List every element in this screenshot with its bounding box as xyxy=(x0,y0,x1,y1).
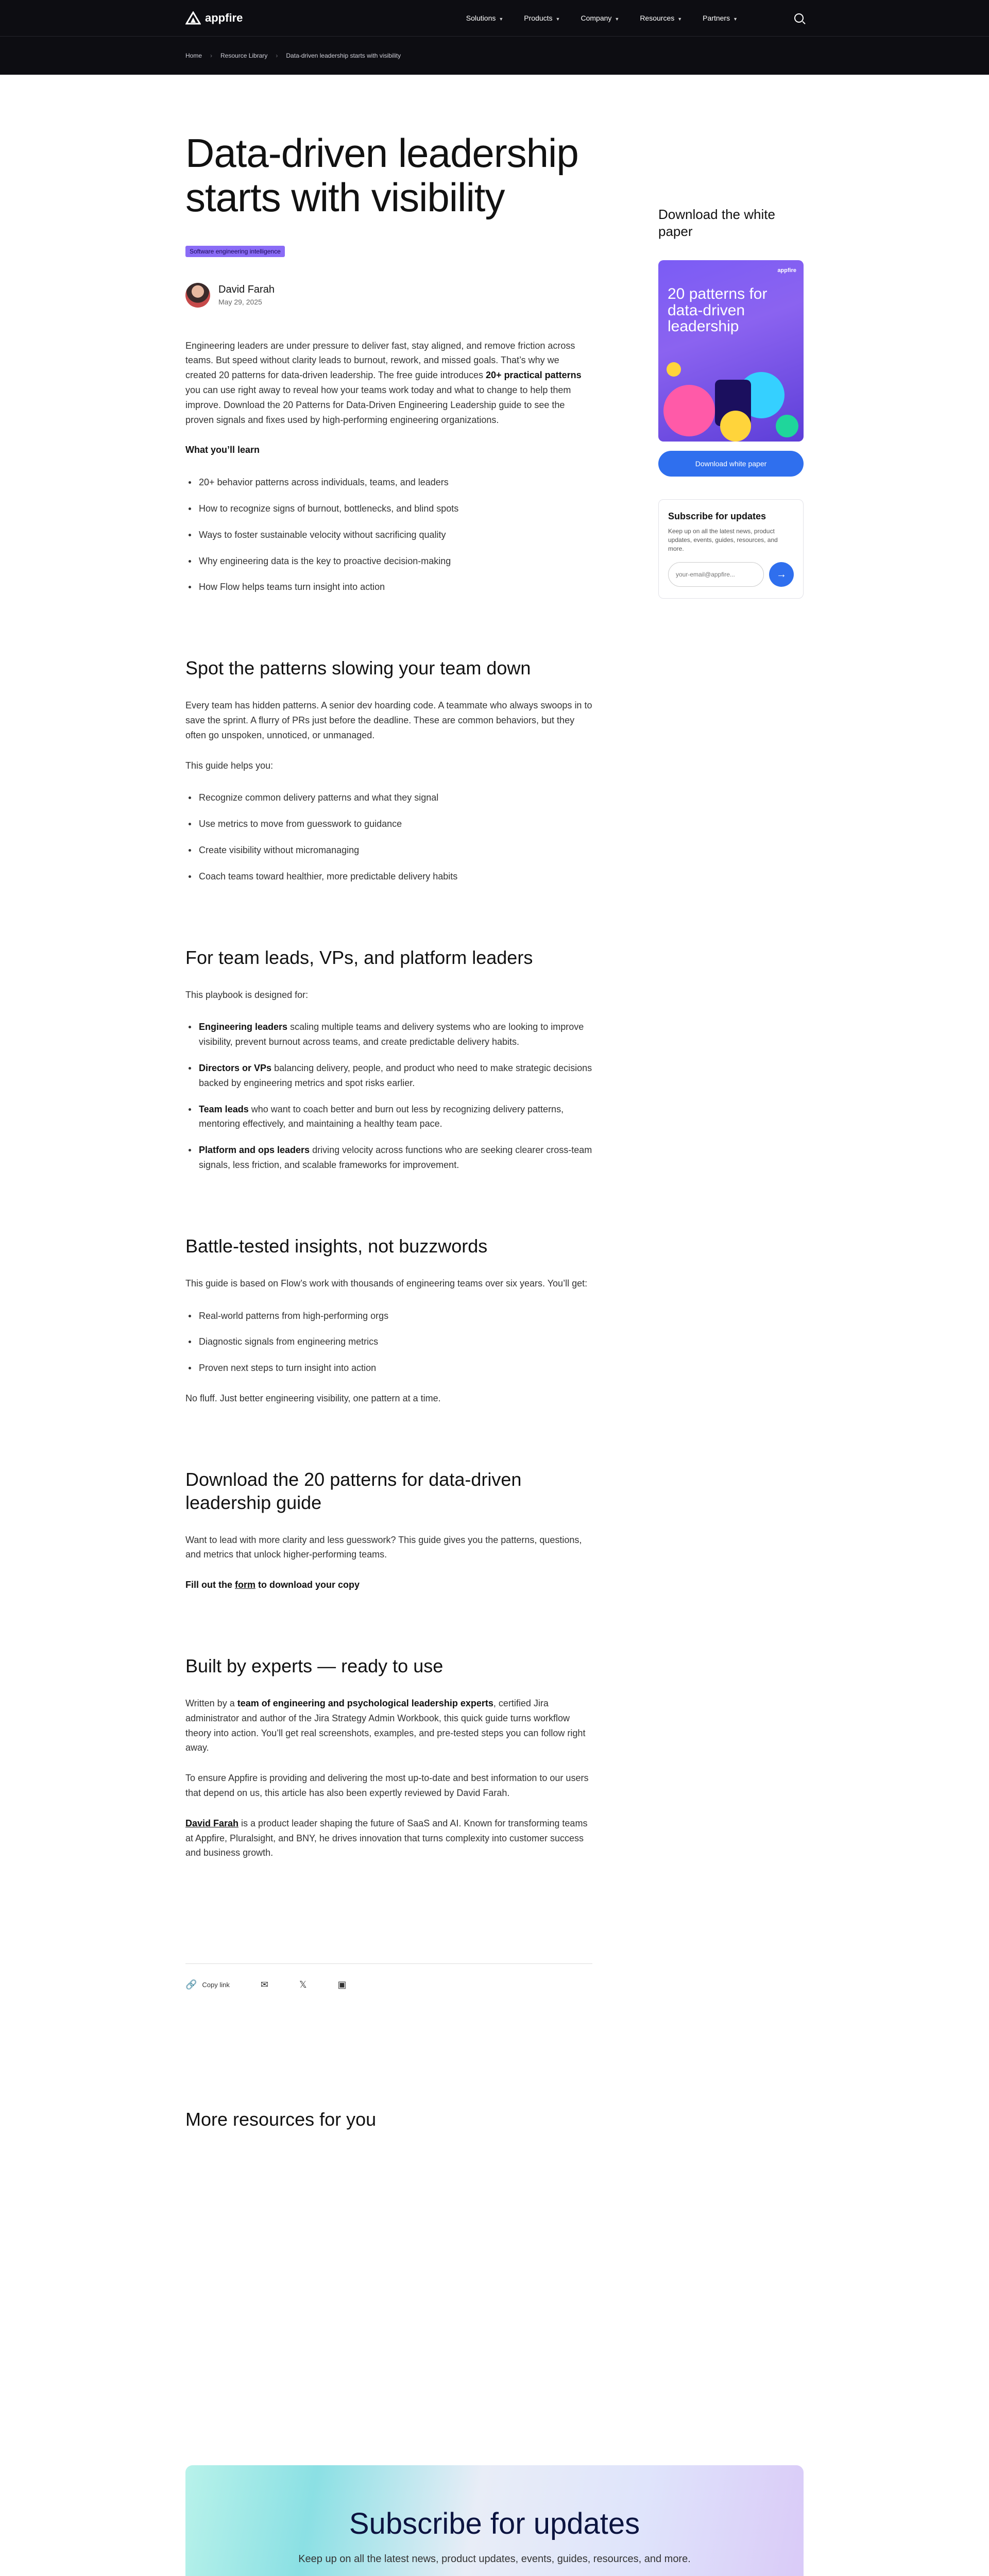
nav-solutions[interactable] xyxy=(466,14,504,22)
paragraph: This playbook is designed for: xyxy=(185,989,309,1000)
text: Written by a xyxy=(185,1698,237,1709)
subscribe-card-form xyxy=(668,562,794,587)
breadcrumb-home[interactable]: Home xyxy=(185,52,202,59)
subscribe-banner xyxy=(185,2465,804,2576)
chevron-down-icon: ▼ xyxy=(733,16,738,22)
sidebar-title: Download the white paper xyxy=(658,207,775,239)
list-item: How to recognize signs of burnout, bottlenecks, and blind spots xyxy=(185,501,592,516)
paragraph: This guide is based on Flow’s work with thousands of engineering teams over six years. You’ll get: xyxy=(185,1278,588,1289)
intro-text: Engineering leaders are under pressure to deliver fast, stay aligned, and remove friction across teams. But speed without clarity leads to burnout, rework, and missed goals. That’s why we created 20 patterns for data-driven leadership. The free guide introduces xyxy=(185,340,575,381)
breadcrumb-separator-icon: › xyxy=(210,52,213,59)
publish-date: May 29, 2025 xyxy=(218,298,262,307)
list-item-text: driving velocity across functions who are seeking clearer cross-team signals, less friction, and scalable frameworks for improvement. xyxy=(199,1145,592,1170)
top-navigation xyxy=(0,0,989,36)
list-item: How Flow helps teams turn insight into action xyxy=(185,580,592,595)
list-item: Recognize common delivery patterns and what they signal xyxy=(185,790,592,805)
list-item: Coach teams toward healthier, more predictable delivery habits xyxy=(185,869,592,884)
author-name: David Farah xyxy=(218,284,275,296)
breadcrumb-library[interactable]: Resource Library xyxy=(220,52,268,59)
list-item-text: who want to coach better and burn out less by recognizing delivery patterns, mentoring effectively, and maintaining a healthy team pace. xyxy=(199,1104,564,1129)
resources-carousel xyxy=(185,2130,592,2398)
avatar xyxy=(185,283,210,308)
learn-heading-text: What you’ll learn xyxy=(185,445,260,455)
bullet-list xyxy=(185,1020,592,1172)
nav-resources[interactable] xyxy=(640,14,682,22)
list-item-bold: Engineering leaders xyxy=(199,1022,288,1032)
nav-products[interactable] xyxy=(524,14,560,22)
nav-company[interactable] xyxy=(581,14,619,22)
nav-links xyxy=(466,13,804,23)
cover-brand: appfire xyxy=(777,267,796,274)
list-item xyxy=(185,1020,592,1049)
cta-paragraph xyxy=(185,1578,592,1592)
author-link[interactable]: David Farah xyxy=(185,1818,239,1828)
logo-mark-icon xyxy=(185,11,201,25)
brand-name: appfire xyxy=(205,11,243,24)
list-item-bold: Platform and ops leaders xyxy=(199,1145,310,1156)
bullet-list xyxy=(185,790,592,884)
nav-resources-label: Resources xyxy=(640,14,675,22)
text: is a product leader shaping the future of SaaS and AI. Known for transforming teams at Appfire, Pluralsight, and BNY, he drives innovation that turns complexity into customer success and business growth. xyxy=(185,1818,588,1858)
subscribe-card-title: Subscribe for updates xyxy=(668,511,766,521)
banner-title: Subscribe for updates xyxy=(349,2507,640,2541)
paragraph xyxy=(185,1696,592,1755)
list-item: Use metrics to move from guesswork to guidance xyxy=(185,817,592,832)
cta-text-2: to download your copy xyxy=(255,1580,360,1590)
list-item xyxy=(185,1061,592,1091)
page-title: Data-driven leadership starts with visibility xyxy=(185,130,578,220)
paragraph xyxy=(185,1816,592,1860)
section-heading: Spot the patterns slowing your team down xyxy=(185,657,531,679)
list-item-bold: Team leads xyxy=(199,1104,249,1114)
x-icon[interactable]: 𝕏 xyxy=(299,1979,307,1990)
list-item: Ways to foster sustainable velocity without sacrificing quality xyxy=(185,528,592,543)
subscribe-card-text: Keep up on all the latest news, product updates, events, guides, resources, and more. xyxy=(668,528,778,552)
list-item: Diagnostic signals from engineering metrics xyxy=(185,1334,592,1349)
breadcrumb-current: Data-driven leadership starts with visibility xyxy=(286,52,401,59)
email-field[interactable] xyxy=(668,562,764,587)
sidebar xyxy=(658,206,804,599)
nav-solutions-label: Solutions xyxy=(466,14,496,22)
text: , certified Jira administrator and author of the Jira Strategy Admin Workbook, this quick guide turns workflow theory into action. You’ll get real screenshots, examples, and pre-tested steps you can follow right away. xyxy=(185,1698,586,1753)
learn-list xyxy=(185,475,592,595)
email-icon[interactable]: ✉ xyxy=(260,1979,268,1990)
section-heading: Download the 20 patterns for data-driven leadership guide xyxy=(185,1468,522,1513)
list-item: 20+ behavior patterns across individuals, teams, and leaders xyxy=(185,475,592,490)
search-icon[interactable] xyxy=(794,13,804,23)
list-item: Proven next steps to turn insight into action xyxy=(185,1361,592,1376)
banner-text: Keep up on all the latest news, product updates, events, guides, resources, and more. xyxy=(298,2553,691,2565)
linkedin-icon[interactable]: ▣ xyxy=(337,1979,347,1990)
main-content xyxy=(0,75,989,2398)
nav-company-label: Company xyxy=(581,14,612,22)
list-item xyxy=(185,1102,592,1132)
paragraph: No fluff. Just better engineering visibility, one pattern at a time. xyxy=(185,1393,441,1403)
list-item-text: balancing delivery, people, and product who need to make strategic decisions backed by engineering metrics and spot risks earlier. xyxy=(199,1062,592,1088)
learn-heading xyxy=(185,443,592,457)
appfire-logo[interactable] xyxy=(185,11,243,25)
copy-link-button[interactable] xyxy=(185,1979,230,1990)
nav-products-label: Products xyxy=(524,14,553,22)
cta-text: Fill out the xyxy=(185,1580,235,1590)
intro-paragraph xyxy=(185,338,592,428)
paragraph: Want to lead with more clarity and less guesswork? This guide gives you the patterns, questions, and metrics that unlock higher-performing teams. xyxy=(185,1534,582,1560)
intro-bold: 20+ practical patterns xyxy=(486,370,582,381)
subscribe-card xyxy=(658,499,804,599)
bullet-list xyxy=(185,1309,592,1376)
list-item-bold: Directors or VPs xyxy=(199,1062,272,1073)
section-heading: Battle-tested insights, not buzzwords xyxy=(185,1235,488,1257)
chevron-down-icon: ▼ xyxy=(499,16,504,22)
copy-link-label: Copy link xyxy=(202,1981,230,1989)
nav-partners-label: Partners xyxy=(703,14,730,22)
nav-partners[interactable] xyxy=(703,14,738,22)
article-body xyxy=(185,338,592,1861)
text-bold: team of engineering and psychological leadership experts xyxy=(237,1698,493,1709)
download-whitepaper-button[interactable]: Download white paper xyxy=(658,451,804,477)
list-item: Create visibility without micromanaging xyxy=(185,843,592,858)
cover-illustration-icon xyxy=(658,349,804,442)
list-item-text: scaling multiple teams and delivery systems who are looking to improve visibility, prevent burnout across teams, and create predictable delivery habits. xyxy=(199,1022,584,1047)
intro-text-2: you can use right away to reveal how your teams work today and what to change to help them improve. Download the 20 Patterns for Data-Driven Engineering Leadership guide to see the proven signals and fixes used by high-performing engineering organizations. xyxy=(185,384,571,425)
chevron-down-icon: ▼ xyxy=(555,16,560,22)
list-item xyxy=(185,1143,592,1173)
chevron-down-icon: ▼ xyxy=(615,16,620,22)
author-block xyxy=(185,283,592,308)
chevron-down-icon: ▼ xyxy=(677,16,683,22)
list-item: Why engineering data is the key to proactive decision-making xyxy=(185,554,592,569)
breadcrumb xyxy=(0,36,989,75)
section-heading: Built by experts — ready to use xyxy=(185,1655,444,1677)
section-heading: For team leads, VPs, and platform leaders xyxy=(185,946,533,968)
whitepaper-cover xyxy=(658,260,804,442)
article xyxy=(185,75,592,2398)
breadcrumb-separator-icon: › xyxy=(276,52,278,59)
form-link[interactable]: form xyxy=(235,1580,255,1590)
cover-title: 20 patterns for data-driven leadership xyxy=(668,285,768,335)
paragraph: This guide helps you: xyxy=(185,760,274,771)
link-icon: 🔗 xyxy=(185,1979,197,1990)
topic-tag[interactable]: Software engineering intelligence xyxy=(185,246,285,257)
more-resources-heading: More resources for you xyxy=(185,2109,377,2130)
share-bar xyxy=(185,1963,592,1990)
arrow-right-icon[interactable]: → xyxy=(769,562,794,587)
list-item: Real-world patterns from high-performing orgs xyxy=(185,1309,592,1324)
paragraph: Every team has hidden patterns. A senior dev hoarding code. A teammate who always swoops in to save the sprint. A flurry of PRs just before the deadline. These are common behaviors, but they often go unspoken, unnoticed, or unmanaged. xyxy=(185,700,592,740)
paragraph: To ensure Appfire is providing and delivering the most up-to-date and best information to our users that depend on us, this article has also been expertly reviewed by David Farah. xyxy=(185,1773,589,1799)
